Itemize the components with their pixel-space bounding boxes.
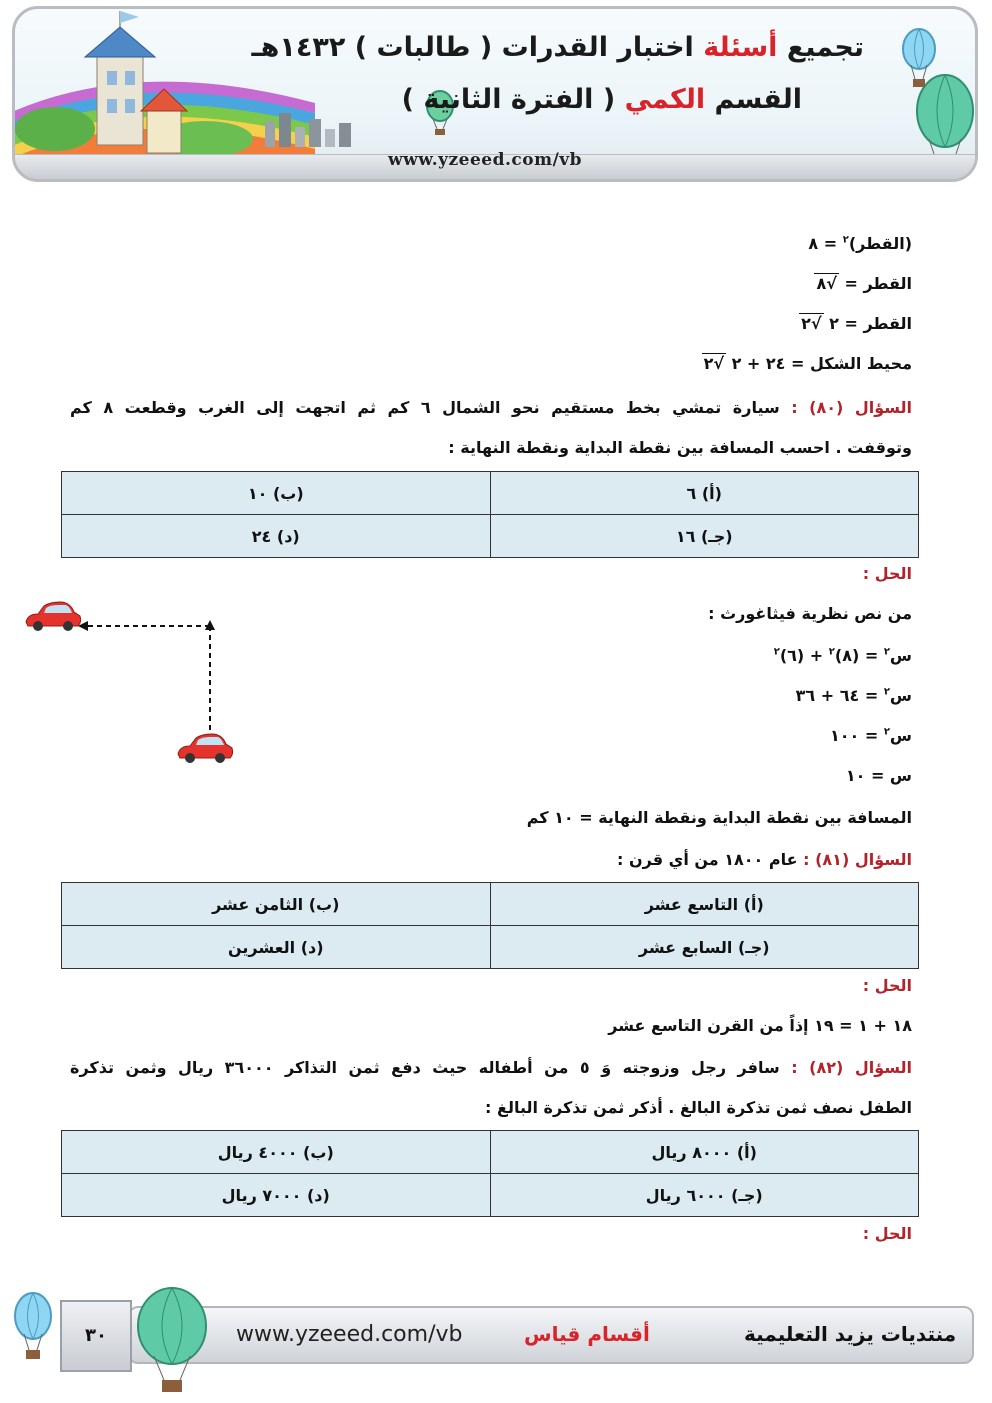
equation-4: س = ١٠ — [845, 766, 912, 785]
sqrt-expression: √٢ — [801, 314, 822, 333]
equation-1 — [774, 646, 912, 665]
title-post: اختبار القدرات ( طالبات ) ١٤٣٢هـ — [251, 32, 694, 63]
option-a[interactable]: (أ) ٨٠٠٠ ريال — [490, 1131, 919, 1174]
superscript: ٢ — [828, 646, 835, 658]
equation-2 — [796, 686, 912, 705]
solution-label: الحل : — [862, 564, 912, 583]
option-b[interactable]: (ب) ٤٠٠٠ ريال — [62, 1131, 491, 1174]
distance-result: المسافة بين نقطة البداية ونقطة النهاية = ١٠ كم — [526, 808, 912, 827]
perimeter-line — [702, 354, 912, 373]
footer-section-link[interactable]: أقسام قياس — [524, 1322, 650, 1346]
footer-big-balloon-icon — [134, 1284, 210, 1396]
question-81-solution: ١٨ + ١ = ١٩ إذاً من القرن التاسع عشر — [608, 1016, 912, 1035]
options-row — [62, 883, 919, 926]
option-d[interactable]: (د) ٧٠٠٠ ريال — [62, 1174, 491, 1217]
option-a[interactable]: (أ) ٦ — [490, 472, 919, 515]
equation-3 — [830, 726, 912, 745]
question-text: سيارة تمشي بخط مستقيم نحو الشمال ٦ كم ثم اتجهت إلى الغرب وقطعت ٨ كم — [70, 398, 792, 417]
text: القطر = — [838, 274, 912, 293]
page-number: ٣٠ — [60, 1300, 132, 1372]
subtitle-pre: القسم — [714, 84, 802, 115]
options-row — [62, 1174, 919, 1217]
options-row — [62, 1131, 919, 1174]
document-title — [251, 32, 864, 63]
subtitle-post: ( الفترة الثانية ) — [401, 84, 616, 115]
car-path-diagram — [20, 598, 260, 768]
diameter-squared-line — [808, 234, 912, 253]
question-label: السؤال (٨٠) : — [791, 398, 913, 417]
text: س — [889, 686, 912, 705]
title-pre: تجميع — [786, 32, 864, 63]
text: محيط الشكل = ٢٤ + ٢ — [726, 354, 912, 373]
diameter-sqrt8-line — [814, 274, 912, 293]
pythagoras-intro: من نص نظرية فيثاغورث : — [708, 604, 912, 623]
question-text: سافر رجل وزوجته وَ ٥ من أطفاله حيث دفع ثمن التذاكر ٣٦٠٠٠ ريال وثمن تذكرة — [70, 1058, 792, 1077]
car-icon — [178, 734, 233, 763]
text: = ٦٤ + ٣٦ — [795, 686, 884, 705]
question-80-line-1 — [70, 398, 912, 417]
superscript: ٢ — [883, 726, 890, 738]
footer-small-balloon-icon — [10, 1290, 56, 1366]
question-text: عام ١٨٠٠ من أي قرن : — [617, 850, 804, 869]
subtitle-red: الكمي — [624, 84, 706, 115]
options-row — [62, 515, 919, 558]
car-icon — [26, 602, 81, 631]
text: = ١٠٠ — [829, 726, 884, 745]
options-row — [62, 472, 919, 515]
option-a[interactable]: (أ) التاسع عشر — [490, 883, 919, 926]
title-red: أسئلة — [703, 32, 778, 63]
text: القطر = ٢ — [823, 314, 912, 333]
small-balloon-icon — [899, 27, 939, 91]
option-d[interactable]: (د) العشرين — [62, 926, 491, 969]
question-81-options — [61, 882, 919, 969]
diameter-2sqrt2-line — [799, 314, 912, 333]
question-label: السؤال (٨٢) : — [791, 1058, 913, 1077]
superscript: ٢ — [883, 646, 890, 658]
superscript: ٢ — [883, 686, 890, 698]
question-label: السؤال (٨١) : — [803, 850, 912, 869]
option-b[interactable]: (ب) ١٠ — [62, 472, 491, 515]
superscript: ٢ — [773, 646, 780, 658]
question-80-options — [61, 471, 919, 558]
option-c[interactable]: (جـ) ١٦ — [490, 515, 919, 558]
question-80-line-2: وتوقفت . احسب المسافة بين نقطة البداية ونقطة النهاية : — [448, 438, 912, 457]
sqrt-expression: √٢ — [703, 354, 724, 373]
question-82-line-2: الطفل نصف ثمن تذكرة البالغ . أذكر ثمن تذكرة البالغ : — [485, 1098, 912, 1117]
text: = ٨ — [808, 234, 843, 253]
sqrt-expression: √٨ — [816, 274, 837, 293]
solution-label: الحل : — [862, 976, 912, 995]
option-b[interactable]: (ب) الثامن عشر — [62, 883, 491, 926]
text: + (٦) — [779, 646, 829, 665]
question-82-line-1 — [70, 1058, 912, 1077]
text: (القطر) — [848, 234, 912, 253]
document-subtitle — [402, 84, 802, 115]
option-c[interactable]: (جـ) السابع عشر — [490, 926, 919, 969]
text: = (٨) — [834, 646, 884, 665]
footer-forum-name: منتديات يزيد التعليمية — [744, 1322, 957, 1346]
text: س — [889, 646, 912, 665]
options-row — [62, 926, 919, 969]
question-81-line — [617, 850, 912, 869]
superscript: ٢ — [842, 234, 849, 246]
solution-label: الحل : — [862, 1224, 912, 1243]
header-url-link[interactable]: www.yzeeed.com/vb — [388, 150, 583, 170]
footer-url-link[interactable]: www.yzeeed.com/vb — [236, 1322, 463, 1347]
question-82-options — [61, 1130, 919, 1217]
text: س — [889, 726, 912, 745]
option-d[interactable]: (د) ٢٤ — [62, 515, 491, 558]
option-c[interactable]: (جـ) ٦٠٠٠ ريال — [490, 1174, 919, 1217]
